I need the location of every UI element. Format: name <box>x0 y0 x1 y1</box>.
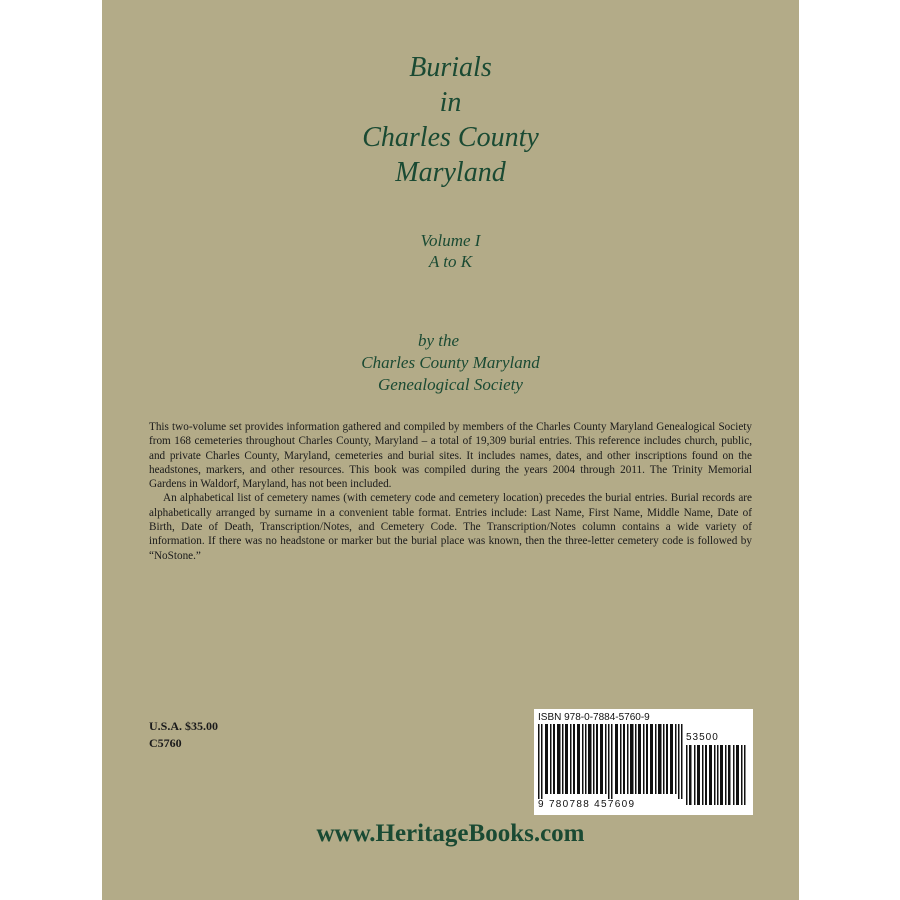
isbn-barcode <box>534 709 753 815</box>
title-line-1: Burials <box>409 52 492 83</box>
description-paragraph-2: An alphabetical list of cemetery names (with cemetery code and cemetery location) precedes the burial entries. Burial records are alphabetically arranged by surname in a convenient table format. Entries include: Last Name, First Name, Middle Name, Date of Birth, Date of Death, Transcription/Notes, and Cemetery Code. The Transcription/Notes column contains a wide variety of information. If there was no headstone or marker but the burial place was known, then the three-letter cemetery code is followed by “NoStone.” <box>149 492 752 562</box>
barcode-digits: 9 780788 457609 <box>538 799 636 810</box>
title-line-2: in <box>439 87 462 118</box>
product-code: C5760 <box>149 736 182 750</box>
author-byline <box>102 330 799 396</box>
volume-number: Volume I <box>420 231 481 250</box>
isbn-text: ISBN 978-0-7884-5760-9 <box>538 712 650 723</box>
byline-by: by the <box>417 331 460 350</box>
volume-range: A to K <box>428 252 473 271</box>
book-back-cover <box>102 0 799 900</box>
title-line-3: Charles County <box>362 122 539 153</box>
price-block <box>149 718 218 752</box>
book-description <box>149 420 752 563</box>
title-line-4: Maryland <box>395 157 506 188</box>
volume-info <box>102 230 799 272</box>
barcode-price-code: 53500 <box>686 732 719 743</box>
price-amount: U.S.A. $35.00 <box>149 719 219 733</box>
description-paragraph-1: This two-volume set provides information gathered and compiled by members of the Charles County Maryland Genealogical Society from 168 cemeteries throughout Charles County, Maryland – a total of 19,309 burial entries. This reference includes church, public, and private Charles County, Maryland, cemeteries and burial sites. It includes names, dates, and other inscriptions found on the headstones, markers, and other resources. This book was compiled during the years 2004 through 2011. The Trinity Memorial Gardens in Waldorf, Maryland, has not been included. <box>149 421 752 491</box>
barcode-ean-icon <box>538 724 683 799</box>
byline-org-line-2: Genealogical Society <box>378 375 523 394</box>
book-title <box>102 50 799 190</box>
publisher-website: www.HeritageBooks.com <box>316 820 585 847</box>
barcode-addon-icon <box>686 745 746 805</box>
byline-org-line-1: Charles County Maryland <box>361 353 540 372</box>
